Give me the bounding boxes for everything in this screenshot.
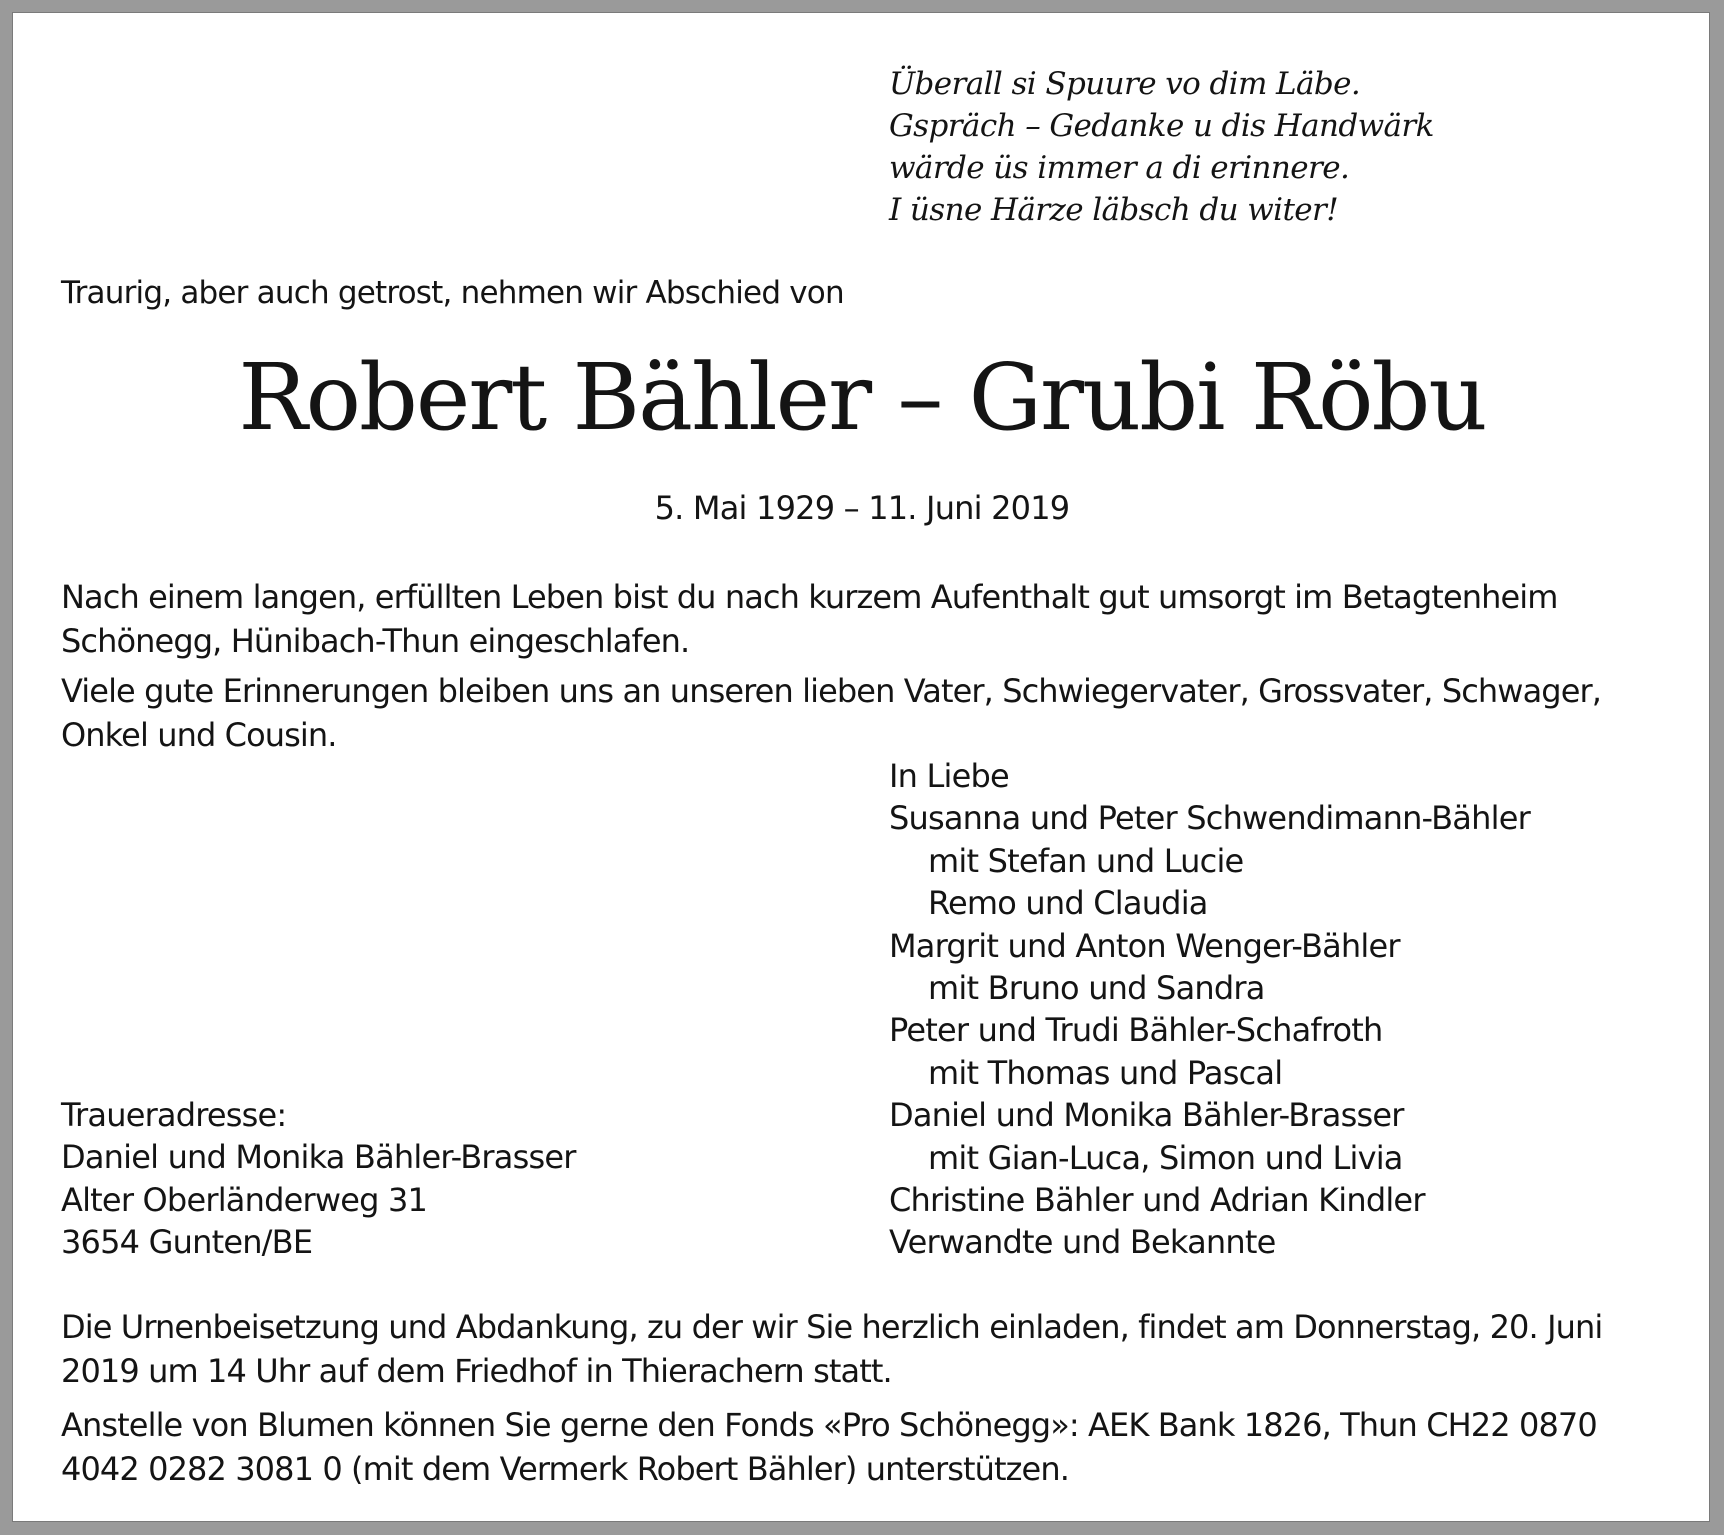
address-label: Traueradresse: — [61, 1096, 287, 1134]
family-subline: mit Stefan und Lucie — [928, 841, 1244, 880]
family-subline: mit Gian-Luca, Simon und Livia — [928, 1138, 1403, 1177]
memories-paragraph: Viele gute Erinnerungen bleiben uns an unseren lieben Vater, Schwiegervater, Grossvater, Schwager, Onkel und Cousin. — [61, 672, 1602, 754]
motto-line: Gspräch – Gedanke u dis Handwärk — [889, 108, 1434, 144]
family-list — [889, 755, 1530, 1264]
passing-paragraph: Nach einem langen, erfüllten Leben bist du nach kurzem Aufenthalt gut umsorgt im Betagtenheim Schönegg, Hünibach-Thun eingeschlafen. — [61, 578, 1558, 660]
family-line: Margrit und Anton Wenger-Bähler — [889, 926, 1400, 965]
address-street: Alter Oberländerweg 31 — [61, 1180, 428, 1219]
ceremony-paragraph: Die Urnenbeisetzung und Abdankung, zu der wir Sie herzlich einladen, findet am Donnerstag, 20. Juni 2019 um 14 Uhr auf dem Friedhof in Thierachern statt. — [61, 1308, 1603, 1390]
family-line: Daniel und Monika Bähler-Brasser — [889, 1096, 1404, 1135]
motto-line: Überall si Spuure vo dim Läbe. — [889, 66, 1361, 102]
motto-verse — [889, 63, 1434, 231]
family-subline: mit Thomas und Pascal — [928, 1053, 1283, 1092]
donation-paragraph: Anstelle von Blumen können Sie gerne den Fonds «Pro Schönegg»: AEK Bank 1826, Thun CH22 0870 4042 0282 3081 0 (mit dem Vermerk Robert Bähler) unterstützen. — [61, 1406, 1597, 1488]
motto-line: I üsne Härze läbsch du witer! — [889, 192, 1339, 228]
address-names: Daniel und Monika Bähler-Brasser — [61, 1138, 576, 1177]
family-line: In Liebe — [889, 757, 1009, 795]
family-subline: mit Bruno und Sandra — [928, 969, 1265, 1008]
family-line: Verwandte und Bekannte — [889, 1223, 1276, 1262]
family-line: Susanna und Peter Schwendimann-Bähler — [889, 799, 1530, 838]
obituary-notice — [12, 12, 1710, 1522]
mourning-address — [61, 1094, 576, 1264]
intro-text: Traurig, aber auch getrost, nehmen wir Abschied von — [61, 275, 844, 311]
family-line: Peter und Trudi Bähler-Schafroth — [889, 1011, 1383, 1050]
motto-line: wärde üs immer a di erinnere. — [889, 150, 1350, 186]
deceased-name: Robert Bähler – Grubi Röbu — [238, 344, 1486, 451]
life-dates: 5. Mai 1929 – 11. Juni 2019 — [654, 489, 1070, 527]
family-subline: Remo und Claudia — [928, 884, 1208, 923]
family-line: Christine Bähler und Adrian Kindler — [889, 1181, 1425, 1220]
address-city: 3654 Gunten/BE — [61, 1223, 313, 1262]
